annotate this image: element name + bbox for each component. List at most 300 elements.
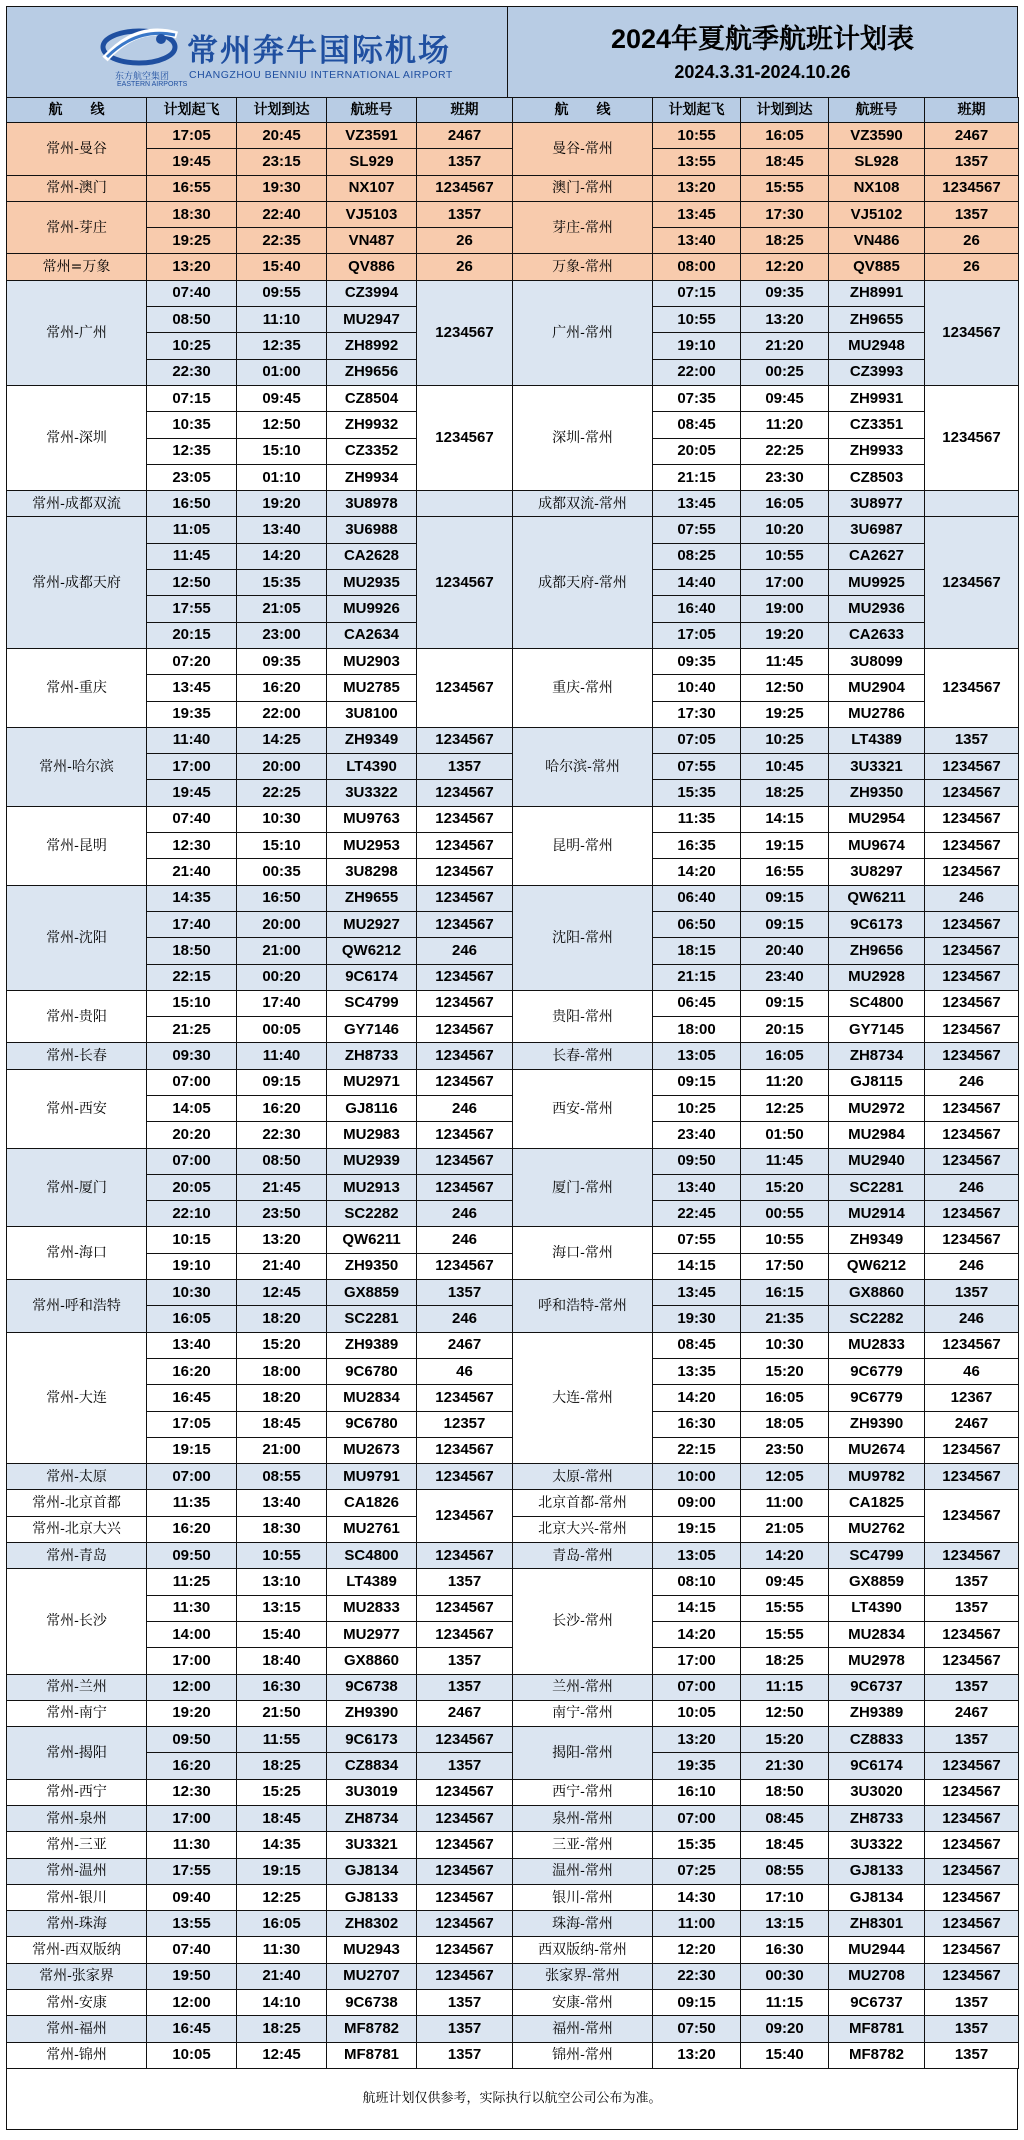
operating-days: 2467	[417, 123, 513, 149]
flight-number: MU2953	[327, 833, 417, 859]
dep-time: 07:00	[147, 1069, 237, 1095]
arr-time: 13:15	[741, 1911, 829, 1937]
dep-time: 22:10	[147, 1201, 237, 1227]
arr-time: 15:55	[741, 175, 829, 201]
route-outbound: 常州-南宁	[7, 1700, 147, 1726]
arr-time: 16:05	[741, 1385, 829, 1411]
dep-time: 17:55	[147, 596, 237, 622]
arr-time: 12:50	[741, 675, 829, 701]
flight-number: 9C6737	[829, 1990, 925, 2016]
flight-number: 9C6738	[327, 1990, 417, 2016]
route-inbound: 呼和浩特-常州	[513, 1280, 653, 1333]
flight-number: CZ3993	[829, 359, 925, 385]
flight-number: 9C6779	[829, 1385, 925, 1411]
operating-days: 246	[417, 1306, 513, 1332]
operating-days: 1234567	[925, 1753, 1019, 1779]
route-inbound: 锦州-常州	[513, 2042, 653, 2068]
flight-number: MU2939	[327, 1148, 417, 1174]
flight-number: ZH8302	[327, 1911, 417, 1937]
dep-time: 14:00	[147, 1621, 237, 1647]
route-inbound: 万象-常州	[513, 254, 653, 280]
operating-days: 1234567	[417, 517, 513, 648]
dep-time: 10:25	[653, 1095, 741, 1121]
arr-time: 00:20	[237, 964, 327, 990]
dep-time: 16:50	[147, 491, 237, 517]
route-outbound: 常州-西双版纳	[7, 1937, 147, 1963]
route-outbound: 常州-青岛	[7, 1543, 147, 1569]
operating-days: 246	[925, 885, 1019, 911]
route-outbound: 常州-哈尔滨	[7, 727, 147, 806]
dep-time: 12:30	[147, 833, 237, 859]
arr-time: 15:40	[237, 254, 327, 280]
operating-days: 1234567	[417, 911, 513, 937]
route-outbound: 常州-福州	[7, 2016, 147, 2042]
route-outbound: 常州-深圳	[7, 385, 147, 490]
flight-number: CZ3994	[327, 280, 417, 306]
flight-number: 9C6779	[829, 1358, 925, 1384]
flight-number: SC4800	[327, 1543, 417, 1569]
flight-number: MF8782	[829, 2042, 925, 2068]
flight-number: QW6211	[327, 1227, 417, 1253]
flight-number: GJ8134	[327, 1858, 417, 1884]
operating-days: 2467	[925, 1700, 1019, 1726]
dep-time: 17:05	[147, 1411, 237, 1437]
route-inbound: 曼谷-常州	[513, 123, 653, 176]
arr-time: 17:00	[741, 570, 829, 596]
operating-days: 1357	[417, 1674, 513, 1700]
table-row	[7, 280, 1019, 306]
dep-time: 13:40	[147, 1332, 237, 1358]
route-outbound: 常州=万象	[7, 254, 147, 280]
arr-time: 20:00	[237, 911, 327, 937]
operating-days: 1234567	[417, 1595, 513, 1621]
flight-number: MU2834	[327, 1385, 417, 1411]
arr-time: 14:10	[237, 1990, 327, 2016]
operating-days: 1234567	[925, 1884, 1019, 1910]
arr-time: 11:10	[237, 307, 327, 333]
arr-time: 11:45	[741, 648, 829, 674]
arr-time: 09:15	[741, 911, 829, 937]
route-inbound: 珠海-常州	[513, 1911, 653, 1937]
operating-days: 1234567	[417, 1437, 513, 1463]
route-outbound: 常州-三亚	[7, 1832, 147, 1858]
column-header: 航 线	[7, 98, 147, 123]
operating-days: 1357	[925, 1990, 1019, 2016]
arr-time: 21:05	[237, 596, 327, 622]
arr-time: 08:45	[741, 1806, 829, 1832]
route-outbound: 常州-贵阳	[7, 990, 147, 1043]
operating-days: 1234567	[925, 911, 1019, 937]
flight-number: 3U8977	[829, 491, 925, 517]
dep-time: 14:35	[147, 885, 237, 911]
operating-days: 1234567	[417, 833, 513, 859]
arr-time: 09:35	[741, 280, 829, 306]
flight-number: MU2943	[327, 1937, 417, 1963]
operating-days: 1234567	[417, 964, 513, 990]
arr-time: 08:55	[237, 1464, 327, 1490]
table-row	[7, 1700, 1019, 1726]
flight-number: 9C6174	[829, 1753, 925, 1779]
arr-time: 21:40	[237, 1253, 327, 1279]
route-outbound: 常州-兰州	[7, 1674, 147, 1700]
operating-days: 1234567	[417, 1069, 513, 1095]
operating-days: 1234567	[417, 1543, 513, 1569]
column-header: 计划起飞	[653, 98, 741, 123]
dep-time: 13:35	[653, 1358, 741, 1384]
operating-days: 1357	[925, 1595, 1019, 1621]
title-block	[508, 7, 1017, 97]
route-inbound: 重庆-常州	[513, 648, 653, 727]
operating-days: 1357	[925, 727, 1019, 753]
dep-time: 14:20	[653, 859, 741, 885]
flight-number: VJ5103	[327, 201, 417, 227]
dep-time: 07:00	[653, 1674, 741, 1700]
flight-number: 3U6987	[829, 517, 925, 543]
operating-days: 1234567	[925, 806, 1019, 832]
flight-number: MU2977	[327, 1621, 417, 1647]
arr-time: 12:50	[741, 1700, 829, 1726]
dep-time: 07:40	[147, 280, 237, 306]
arr-time: 15:20	[741, 1727, 829, 1753]
flight-number: CA2627	[829, 543, 925, 569]
flight-number: CZ8503	[829, 464, 925, 490]
table-row	[7, 1280, 1019, 1306]
dep-time: 19:45	[147, 149, 237, 175]
table-row	[7, 1911, 1019, 1937]
dep-time: 13:05	[653, 1043, 741, 1069]
operating-days: 1234567	[925, 1201, 1019, 1227]
airport-swoosh-logo-icon	[97, 21, 181, 71]
flight-number: MU2761	[327, 1516, 417, 1542]
dep-time: 10:40	[653, 675, 741, 701]
operating-days	[417, 491, 513, 517]
operating-days: 1234567	[925, 1858, 1019, 1884]
flight-number: LT4390	[327, 754, 417, 780]
flight-number: ZH9934	[327, 464, 417, 490]
flight-number: MU2971	[327, 1069, 417, 1095]
dep-time: 11:00	[653, 1911, 741, 1937]
flight-number: MU2834	[829, 1621, 925, 1647]
operating-days: 1357	[417, 149, 513, 175]
column-header: 航 线	[513, 98, 653, 123]
flight-number: ZH9931	[829, 385, 925, 411]
arr-time: 22:25	[741, 438, 829, 464]
airport-name-en: CHANGZHOU BENNIU INTERNATIONAL AIRPORT	[189, 69, 453, 81]
operating-days: 1234567	[417, 175, 513, 201]
dep-time: 13:40	[653, 1174, 741, 1200]
route-inbound: 西宁-常州	[513, 1779, 653, 1805]
operating-days: 1357	[417, 1280, 513, 1306]
arr-time: 10:55	[741, 1227, 829, 1253]
table-row	[7, 885, 1019, 911]
flight-number: MU2673	[327, 1437, 417, 1463]
dep-time: 20:05	[147, 1174, 237, 1200]
arr-time: 18:45	[237, 1806, 327, 1832]
operating-days: 1357	[417, 1990, 513, 2016]
flight-number: GX8859	[327, 1280, 417, 1306]
arr-time: 14:20	[741, 1543, 829, 1569]
flight-number: ZH9350	[327, 1253, 417, 1279]
dep-time: 10:25	[147, 333, 237, 359]
operating-days: 1234567	[417, 1621, 513, 1647]
flight-number: 3U3020	[829, 1779, 925, 1805]
arr-time: 08:55	[741, 1858, 829, 1884]
arr-time: 15:55	[741, 1595, 829, 1621]
arr-time: 00:35	[237, 859, 327, 885]
arr-time: 13:15	[237, 1595, 327, 1621]
flight-number: CZ8834	[327, 1753, 417, 1779]
dep-time: 22:30	[653, 1963, 741, 1989]
flight-number: ZH9656	[829, 938, 925, 964]
route-inbound: 三亚-常州	[513, 1832, 653, 1858]
operating-days: 1234567	[417, 1148, 513, 1174]
operating-days: 1234567	[925, 1963, 1019, 1989]
arr-time: 12:20	[741, 254, 829, 280]
operating-days: 1234567	[417, 280, 513, 385]
route-inbound: 北京首都-常州	[513, 1490, 653, 1516]
operating-days: 1234567	[925, 1043, 1019, 1069]
arr-time: 21:30	[741, 1753, 829, 1779]
arr-time: 15:35	[237, 570, 327, 596]
dep-time: 09:15	[653, 1990, 741, 2016]
arr-time: 17:40	[237, 990, 327, 1016]
operating-days: 1234567	[417, 727, 513, 753]
column-header: 班期	[925, 98, 1019, 123]
dep-time: 16:10	[653, 1779, 741, 1805]
arr-time: 15:20	[237, 1332, 327, 1358]
dep-time: 16:20	[147, 1358, 237, 1384]
operating-days: 1357	[925, 2016, 1019, 2042]
arr-time: 18:45	[741, 149, 829, 175]
flight-number: MU9782	[829, 1464, 925, 1490]
operating-days: 46	[925, 1358, 1019, 1384]
operating-days: 1234567	[925, 754, 1019, 780]
arr-time: 01:50	[741, 1122, 829, 1148]
dep-time: 06:40	[653, 885, 741, 911]
table-row	[7, 201, 1019, 227]
dep-time: 07:55	[653, 517, 741, 543]
table-row	[7, 727, 1019, 753]
arr-time: 15:20	[741, 1358, 829, 1384]
flight-number: SL929	[327, 149, 417, 175]
dep-time: 16:20	[147, 1753, 237, 1779]
operating-days: 1357	[417, 1648, 513, 1674]
table-row	[7, 806, 1019, 832]
arr-time: 21:00	[237, 938, 327, 964]
route-inbound: 银川-常州	[513, 1884, 653, 1910]
operating-days: 2467	[925, 123, 1019, 149]
route-outbound: 常州-安康	[7, 1990, 147, 2016]
column-header: 航班号	[327, 98, 417, 123]
dep-time: 20:05	[653, 438, 741, 464]
route-inbound: 贵阳-常州	[513, 990, 653, 1043]
flight-number: CZ8833	[829, 1727, 925, 1753]
dep-time: 09:50	[147, 1727, 237, 1753]
table-row	[7, 2016, 1019, 2042]
operating-days: 1357	[925, 1569, 1019, 1595]
dep-time: 20:20	[147, 1122, 237, 1148]
flight-number: 3U8297	[829, 859, 925, 885]
flight-number: CA2633	[829, 622, 925, 648]
operating-days: 246	[417, 1201, 513, 1227]
dep-time: 10:05	[147, 2042, 237, 2068]
flight-number: SC4799	[829, 1543, 925, 1569]
flight-number: MU2940	[829, 1148, 925, 1174]
flight-number: NX108	[829, 175, 925, 201]
route-outbound: 常州-西宁	[7, 1779, 147, 1805]
route-inbound: 西双版纳-常州	[513, 1937, 653, 1963]
operating-days: 1357	[925, 2042, 1019, 2068]
arr-time: 11:40	[237, 1043, 327, 1069]
arr-time: 09:45	[237, 385, 327, 411]
dep-time: 14:30	[653, 1884, 741, 1910]
dep-time: 13:20	[147, 254, 237, 280]
arr-time: 22:25	[237, 780, 327, 806]
airline-name-en: EASTERN AIRPORTS	[117, 81, 188, 88]
arr-time: 00:05	[237, 1017, 327, 1043]
flight-number: LT4389	[829, 727, 925, 753]
flight-number: 3U8099	[829, 648, 925, 674]
dep-time: 20:15	[147, 622, 237, 648]
operating-days: 246	[925, 1306, 1019, 1332]
route-inbound: 芽庄-常州	[513, 201, 653, 254]
route-inbound: 成都天府-常州	[513, 517, 653, 648]
flight-number: GJ8115	[829, 1069, 925, 1095]
flight-number: GJ8133	[829, 1858, 925, 1884]
flight-number: MU2944	[829, 1937, 925, 1963]
flight-number: 3U6988	[327, 517, 417, 543]
dep-time: 16:05	[147, 1306, 237, 1332]
flight-number: ZH9656	[327, 359, 417, 385]
arr-time: 13:40	[237, 1490, 327, 1516]
route-inbound: 广州-常州	[513, 280, 653, 385]
dep-time: 16:20	[147, 1516, 237, 1542]
dep-time: 14:15	[653, 1595, 741, 1621]
flight-number: CA1826	[327, 1490, 417, 1516]
flight-number: MU2674	[829, 1437, 925, 1463]
route-inbound: 成都双流-常州	[513, 491, 653, 517]
route-inbound: 北京大兴-常州	[513, 1516, 653, 1542]
dep-time: 07:00	[147, 1148, 237, 1174]
flight-number: GX8860	[829, 1280, 925, 1306]
dep-time: 13:45	[147, 675, 237, 701]
operating-days: 1234567	[925, 938, 1019, 964]
operating-days: 1234567	[417, 1806, 513, 1832]
dep-time: 22:15	[653, 1437, 741, 1463]
dep-time: 13:55	[147, 1911, 237, 1937]
flight-number: VJ5102	[829, 201, 925, 227]
arr-time: 15:10	[237, 833, 327, 859]
arr-time: 22:30	[237, 1122, 327, 1148]
table-row	[7, 1963, 1019, 1989]
operating-days: 1357	[925, 1727, 1019, 1753]
operating-days: 1234567	[417, 1832, 513, 1858]
arr-time: 09:15	[741, 990, 829, 1016]
table-row	[7, 1884, 1019, 1910]
flight-number: CA2634	[327, 622, 417, 648]
flight-number: VZ3590	[829, 123, 925, 149]
arr-time: 21:20	[741, 333, 829, 359]
arr-time: 10:30	[741, 1332, 829, 1358]
flight-number: SC4800	[829, 990, 925, 1016]
arr-time: 22:40	[237, 201, 327, 227]
dep-time: 11:40	[147, 727, 237, 753]
dep-time: 22:15	[147, 964, 237, 990]
column-header: 计划起飞	[147, 98, 237, 123]
dep-time: 17:40	[147, 911, 237, 937]
arr-time: 15:20	[741, 1174, 829, 1200]
flight-number: ZH9655	[327, 885, 417, 911]
arr-time: 19:30	[237, 175, 327, 201]
footer-note: 航班计划仅供参考，实际执行以航空公司公布为准。	[6, 2069, 1018, 2130]
arr-time: 15:10	[237, 438, 327, 464]
route-inbound: 大连-常州	[513, 1332, 653, 1463]
operating-days: 246	[925, 1253, 1019, 1279]
dep-time: 09:35	[653, 648, 741, 674]
route-outbound: 常州-北京大兴	[7, 1516, 147, 1542]
operating-days: 1234567	[417, 1253, 513, 1279]
dep-time: 14:20	[653, 1385, 741, 1411]
flight-number: MU2948	[829, 333, 925, 359]
operating-days: 1234567	[417, 1779, 513, 1805]
dep-time: 12:00	[147, 1990, 237, 2016]
operating-days: 1234567	[925, 780, 1019, 806]
operating-days: 1234567	[417, 780, 513, 806]
route-outbound: 常州-太原	[7, 1464, 147, 1490]
flight-number: ZH9390	[327, 1700, 417, 1726]
flight-number: GJ8116	[327, 1095, 417, 1121]
table-row	[7, 1069, 1019, 1095]
route-outbound: 常州-呼和浩特	[7, 1280, 147, 1333]
route-outbound: 常州-大连	[7, 1332, 147, 1463]
arr-time: 18:20	[237, 1385, 327, 1411]
table-row	[7, 1516, 1019, 1542]
flight-number: MU2936	[829, 596, 925, 622]
flight-number: SL928	[829, 149, 925, 175]
dep-time: 19:15	[147, 1437, 237, 1463]
route-inbound: 福州-常州	[513, 2016, 653, 2042]
flight-number: GX8860	[327, 1648, 417, 1674]
arr-time: 16:55	[741, 859, 829, 885]
table-row	[7, 1148, 1019, 1174]
arr-time: 19:20	[741, 622, 829, 648]
flight-number: ZH8733	[327, 1043, 417, 1069]
route-inbound: 深圳-常州	[513, 385, 653, 490]
flight-number: MU2707	[327, 1963, 417, 1989]
flight-number: 9C6174	[327, 964, 417, 990]
operating-days: 2467	[417, 1332, 513, 1358]
flight-number: ZH8992	[327, 333, 417, 359]
dep-time: 12:50	[147, 570, 237, 596]
airline-name-cn: 东方航空集团	[115, 72, 170, 82]
table-row	[7, 648, 1019, 674]
arr-time: 01:10	[237, 464, 327, 490]
flight-number: GJ8134	[829, 1884, 925, 1910]
operating-days: 26	[925, 228, 1019, 254]
flight-number: SC4799	[327, 990, 417, 1016]
flight-number: GY7145	[829, 1017, 925, 1043]
operating-days: 1234567	[925, 175, 1019, 201]
route-outbound: 常州-曼谷	[7, 123, 147, 176]
dep-time: 13:20	[653, 175, 741, 201]
route-outbound: 常州-澳门	[7, 175, 147, 201]
column-header: 航班号	[829, 98, 925, 123]
route-outbound: 常州-揭阳	[7, 1727, 147, 1780]
dep-time: 07:40	[147, 1937, 237, 1963]
flight-number: MU2833	[327, 1595, 417, 1621]
dep-time: 15:10	[147, 990, 237, 1016]
operating-days: 1234567	[417, 1385, 513, 1411]
